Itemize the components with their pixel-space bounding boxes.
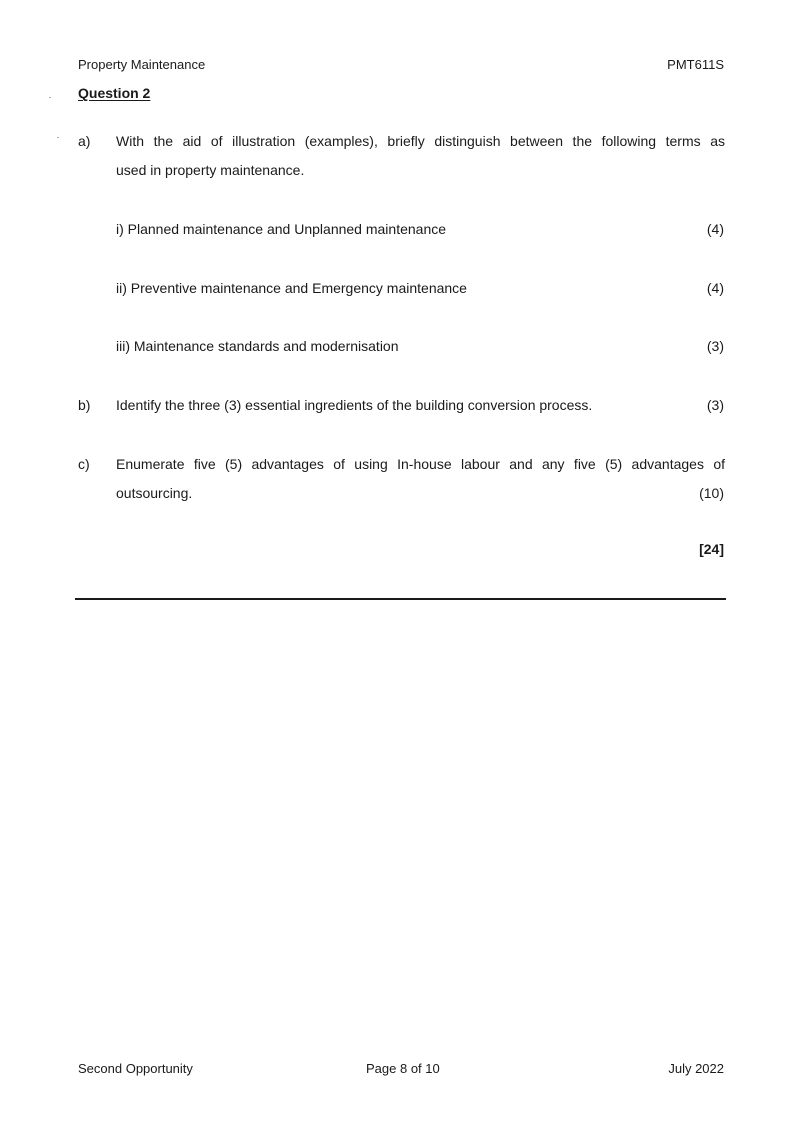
course-name: Property Maintenance — [78, 57, 206, 72]
part-c-text-line1: Enumerate five (5) advantages of using In-house labour and any five (5) advantages of — [116, 456, 725, 472]
question-total-marks: [24] — [699, 541, 724, 557]
footer-page-number: Page 8 of 10 — [366, 1061, 440, 1076]
course-code: PMT611S — [667, 57, 724, 72]
section-divider — [75, 598, 726, 600]
part-a-item-2: ii) Preventive maintenance and Emergency maintenance — [116, 280, 467, 296]
part-a-item-3-marks: (3) — [706, 338, 724, 354]
part-a-label: a) — [78, 133, 91, 149]
part-a-item-3: iii) Maintenance standards and modernisation — [116, 338, 399, 354]
footer-exam-session: Second Opportunity — [78, 1061, 193, 1076]
part-a-item-1: i) Planned maintenance and Unplanned maintenance — [116, 221, 447, 237]
part-a-text-line2: used in property maintenance. — [116, 162, 305, 178]
part-c-marks: (10) — [699, 485, 724, 501]
part-a-item-1-marks: (4) — [706, 221, 724, 237]
part-a-item-2-marks: (4) — [706, 280, 724, 296]
part-c-text-line2: outsourcing. — [116, 485, 193, 501]
part-b-text: Identify the three (3) essential ingredients of the building conversion process. — [116, 397, 593, 413]
part-b-label: b) — [78, 397, 91, 413]
scan-speck — [57, 137, 59, 138]
part-c-label: c) — [78, 456, 90, 472]
footer-date: July 2022 — [668, 1061, 724, 1076]
part-a-text-line1: With the aid of illustration (examples), briefly distinguish between the following terms as — [116, 133, 725, 149]
question-title: Question 2 — [78, 85, 151, 101]
part-b-marks: (3) — [706, 397, 724, 413]
scan-speck — [49, 97, 51, 98]
